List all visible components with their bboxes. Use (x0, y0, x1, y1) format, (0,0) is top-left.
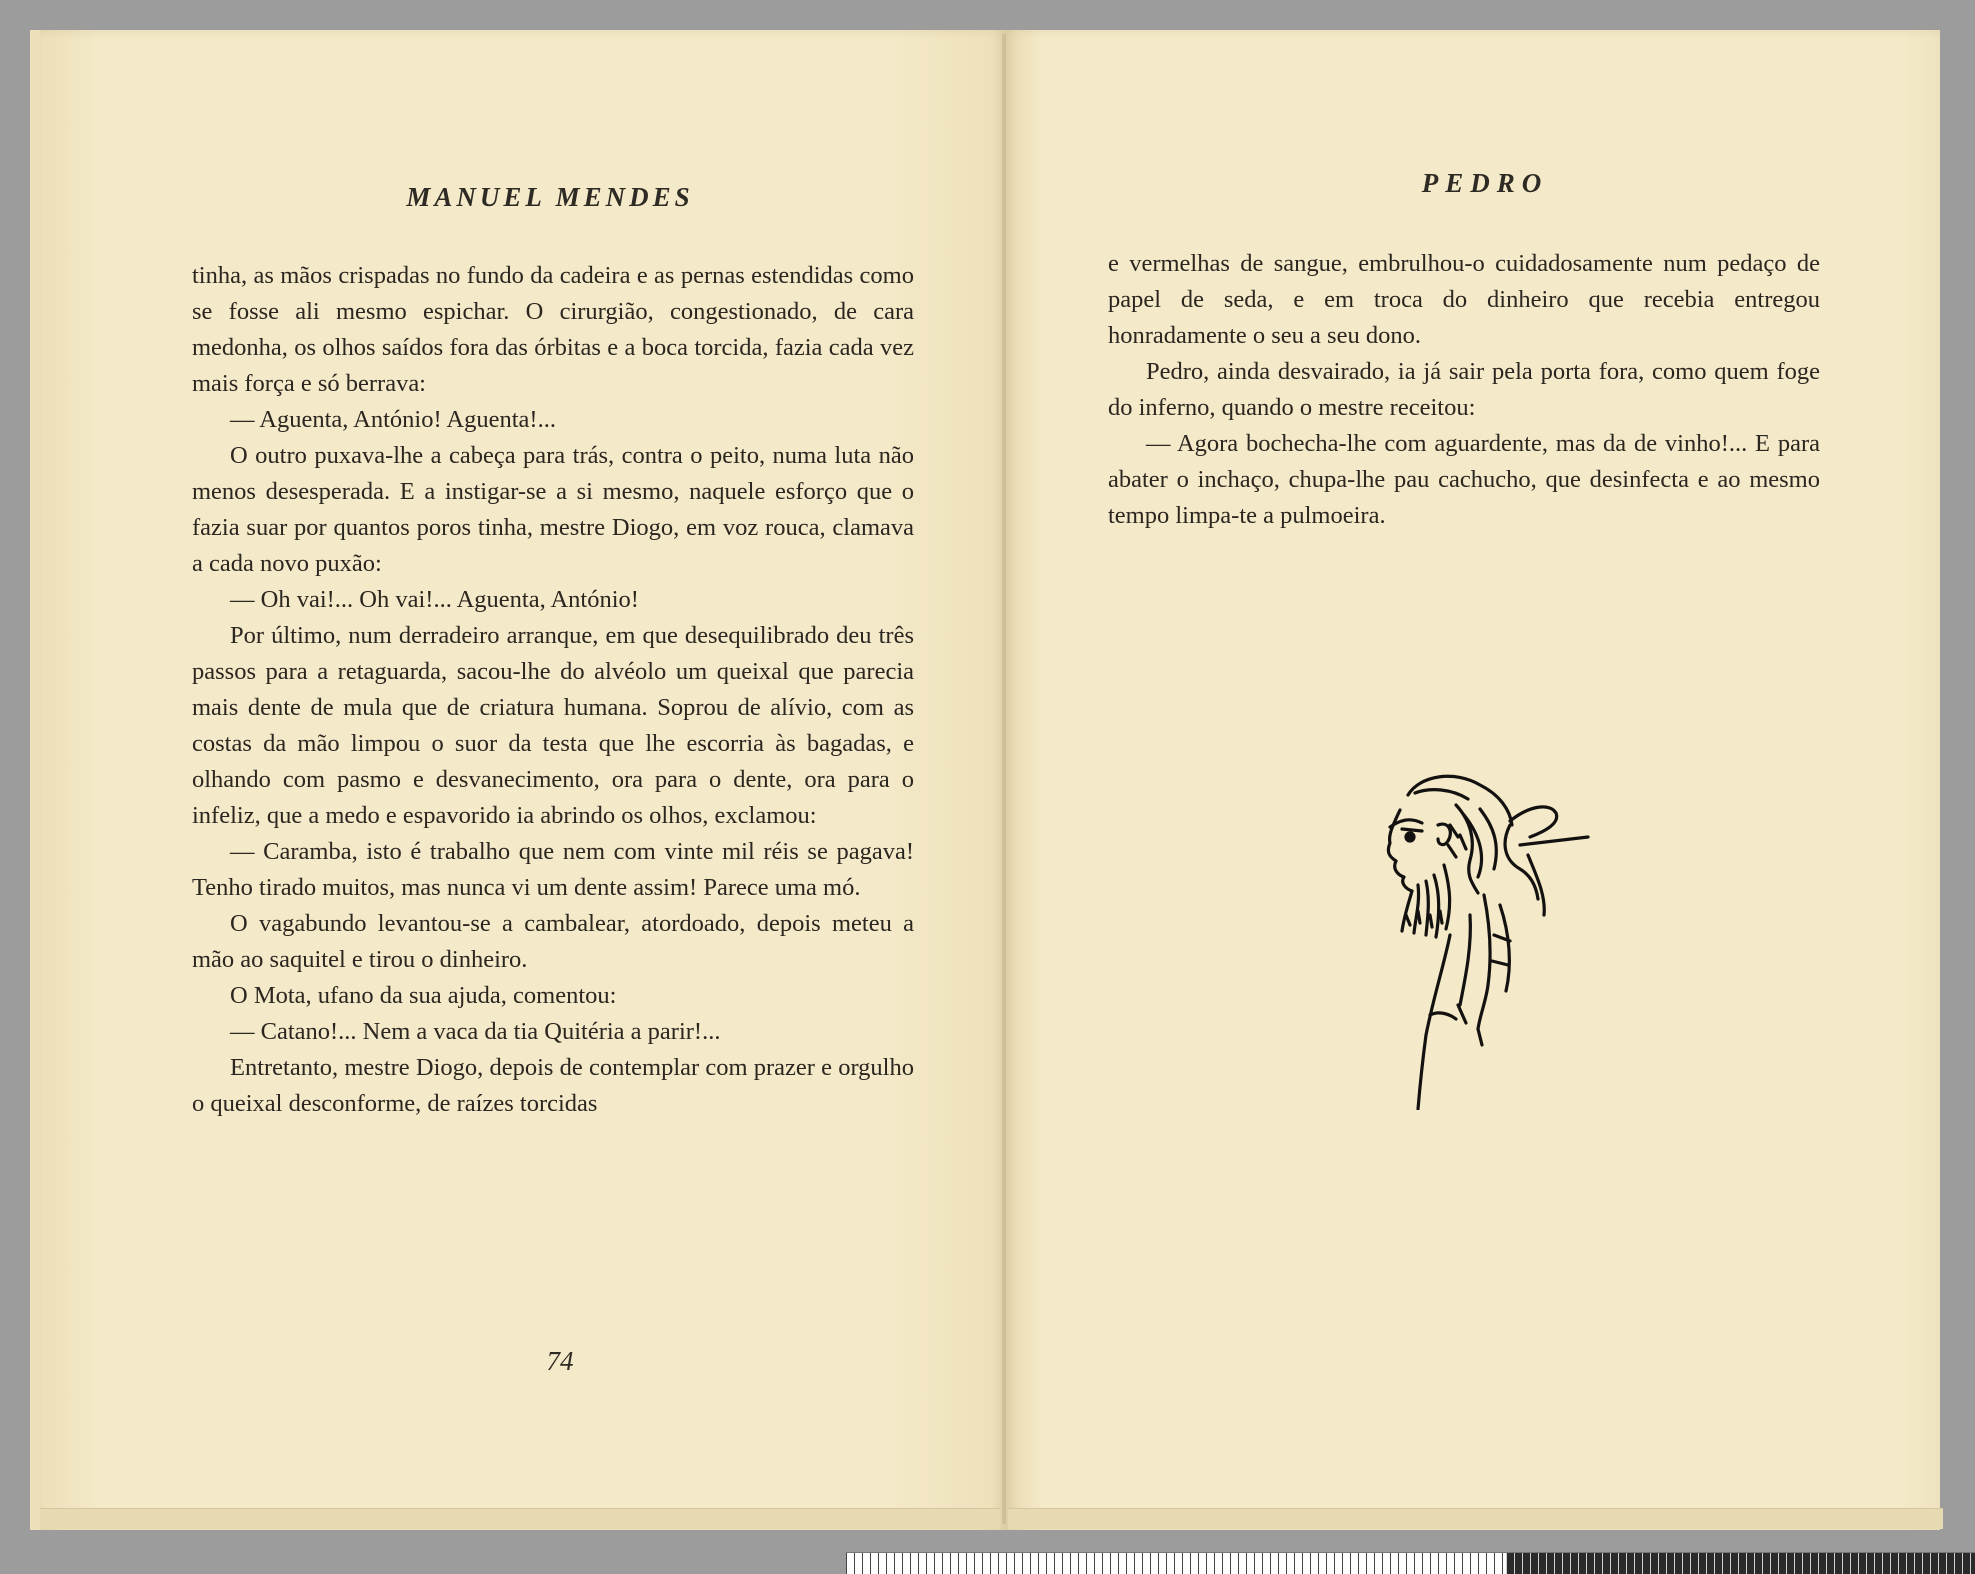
right-running-head: PEDRO (1421, 168, 1549, 198)
paragraph: O Mota, ufano da sua ajuda, comentou: (230, 982, 617, 1009)
paragraph: Pedro, ainda desvairado, ia já sair pela porta fora, como quem foge do inferno, quando o mestre receitou: (1108, 358, 1820, 421)
paragraph: Entretanto, mestre Diogo, depois de contemplar com prazer e orgulho o queixal desconforme, de raízes torcidas (192, 1054, 914, 1117)
paragraph: O outro puxava-lhe a cabeça para trás, contra o peito, numa luta não menos desesperada. E a instigar-se a si mesmo, naquele esforço que o fazia suar por quantos poros tinha, mestre Diogo, em voz rouca, clamava a cada novo puxão: (192, 442, 914, 577)
right-page-text (1108, 246, 1820, 534)
left-page-text (192, 258, 914, 1122)
paragraph: — Catano!... Nem a vaca da tia Quitéria a parir!... (230, 1018, 721, 1045)
left-running-head: MANUEL MENDES (406, 182, 694, 212)
paragraph: e vermelhas de sangue, embrulhou-o cuidadosamente num pedaço de papel de seda, e em troca do dinheiro que recebia entregou honradamente o seu a seu dono. (1108, 250, 1820, 349)
paragraph: — Aguenta, António! Aguenta!... (230, 406, 556, 433)
right-page-edge (1008, 1508, 1943, 1529)
left-page-edge (40, 1508, 1000, 1529)
paragraph: Por último, num derradeiro arranque, em que desequilibrado deu três passos para a retaguarda, sacou-lhe do alvéolo um queixal que parecia mais dente de mula que de criatura humana. Soprou de alívio, com as costas da mão limpou o suor da testa que lhe escorria às bagadas, e olhando com pasmo e desvanecimento, ora para o dente, ora para o infeliz, que a medo e espavorido ia abrindo os olhos, exclamou: (192, 622, 914, 829)
paragraph: — Agora bochecha-lhe com aguardente, mas da de vinho!... E para abater o inchaço, chupa-lhe pau cachucho, que desinfecta e ao mesmo tempo limpa-te a pulmoeira. (1108, 430, 1820, 529)
ruler-dark-segment (1506, 1553, 1975, 1574)
paragraph: — Caramba, isto é trabalho que nem com vinte mil réis se pagava! Tenho tirado muitos, mas nunca vi um dente assim! Parece uma mó. (192, 838, 914, 901)
paragraph: O vagabundo levantou-se a cambalear, atordoado, depois meteu a mão ao saquitel e tirou o dinheiro. (192, 910, 914, 973)
paragraph: — Oh vai!... Oh vai!... Aguenta, António! (230, 586, 639, 613)
page-number: 74 (546, 1346, 574, 1376)
scale-ruler (846, 1552, 1975, 1574)
ink-sketch-bearded-man-icon (1360, 765, 1590, 1110)
ruler-ticks-light (846, 1553, 1506, 1574)
book-gutter (1002, 34, 1006, 1524)
paragraph: tinha, as mãos crispadas no fundo da cadeira e as pernas estendidas como se fosse ali mesmo espichar. O cirurgião, congestionado, de cara medonha, os olhos saídos fora das órbitas e a boca torcida, fazia cada vez mais força e só berrava: (192, 262, 914, 397)
ruler-ticks-dark (1506, 1553, 1975, 1574)
